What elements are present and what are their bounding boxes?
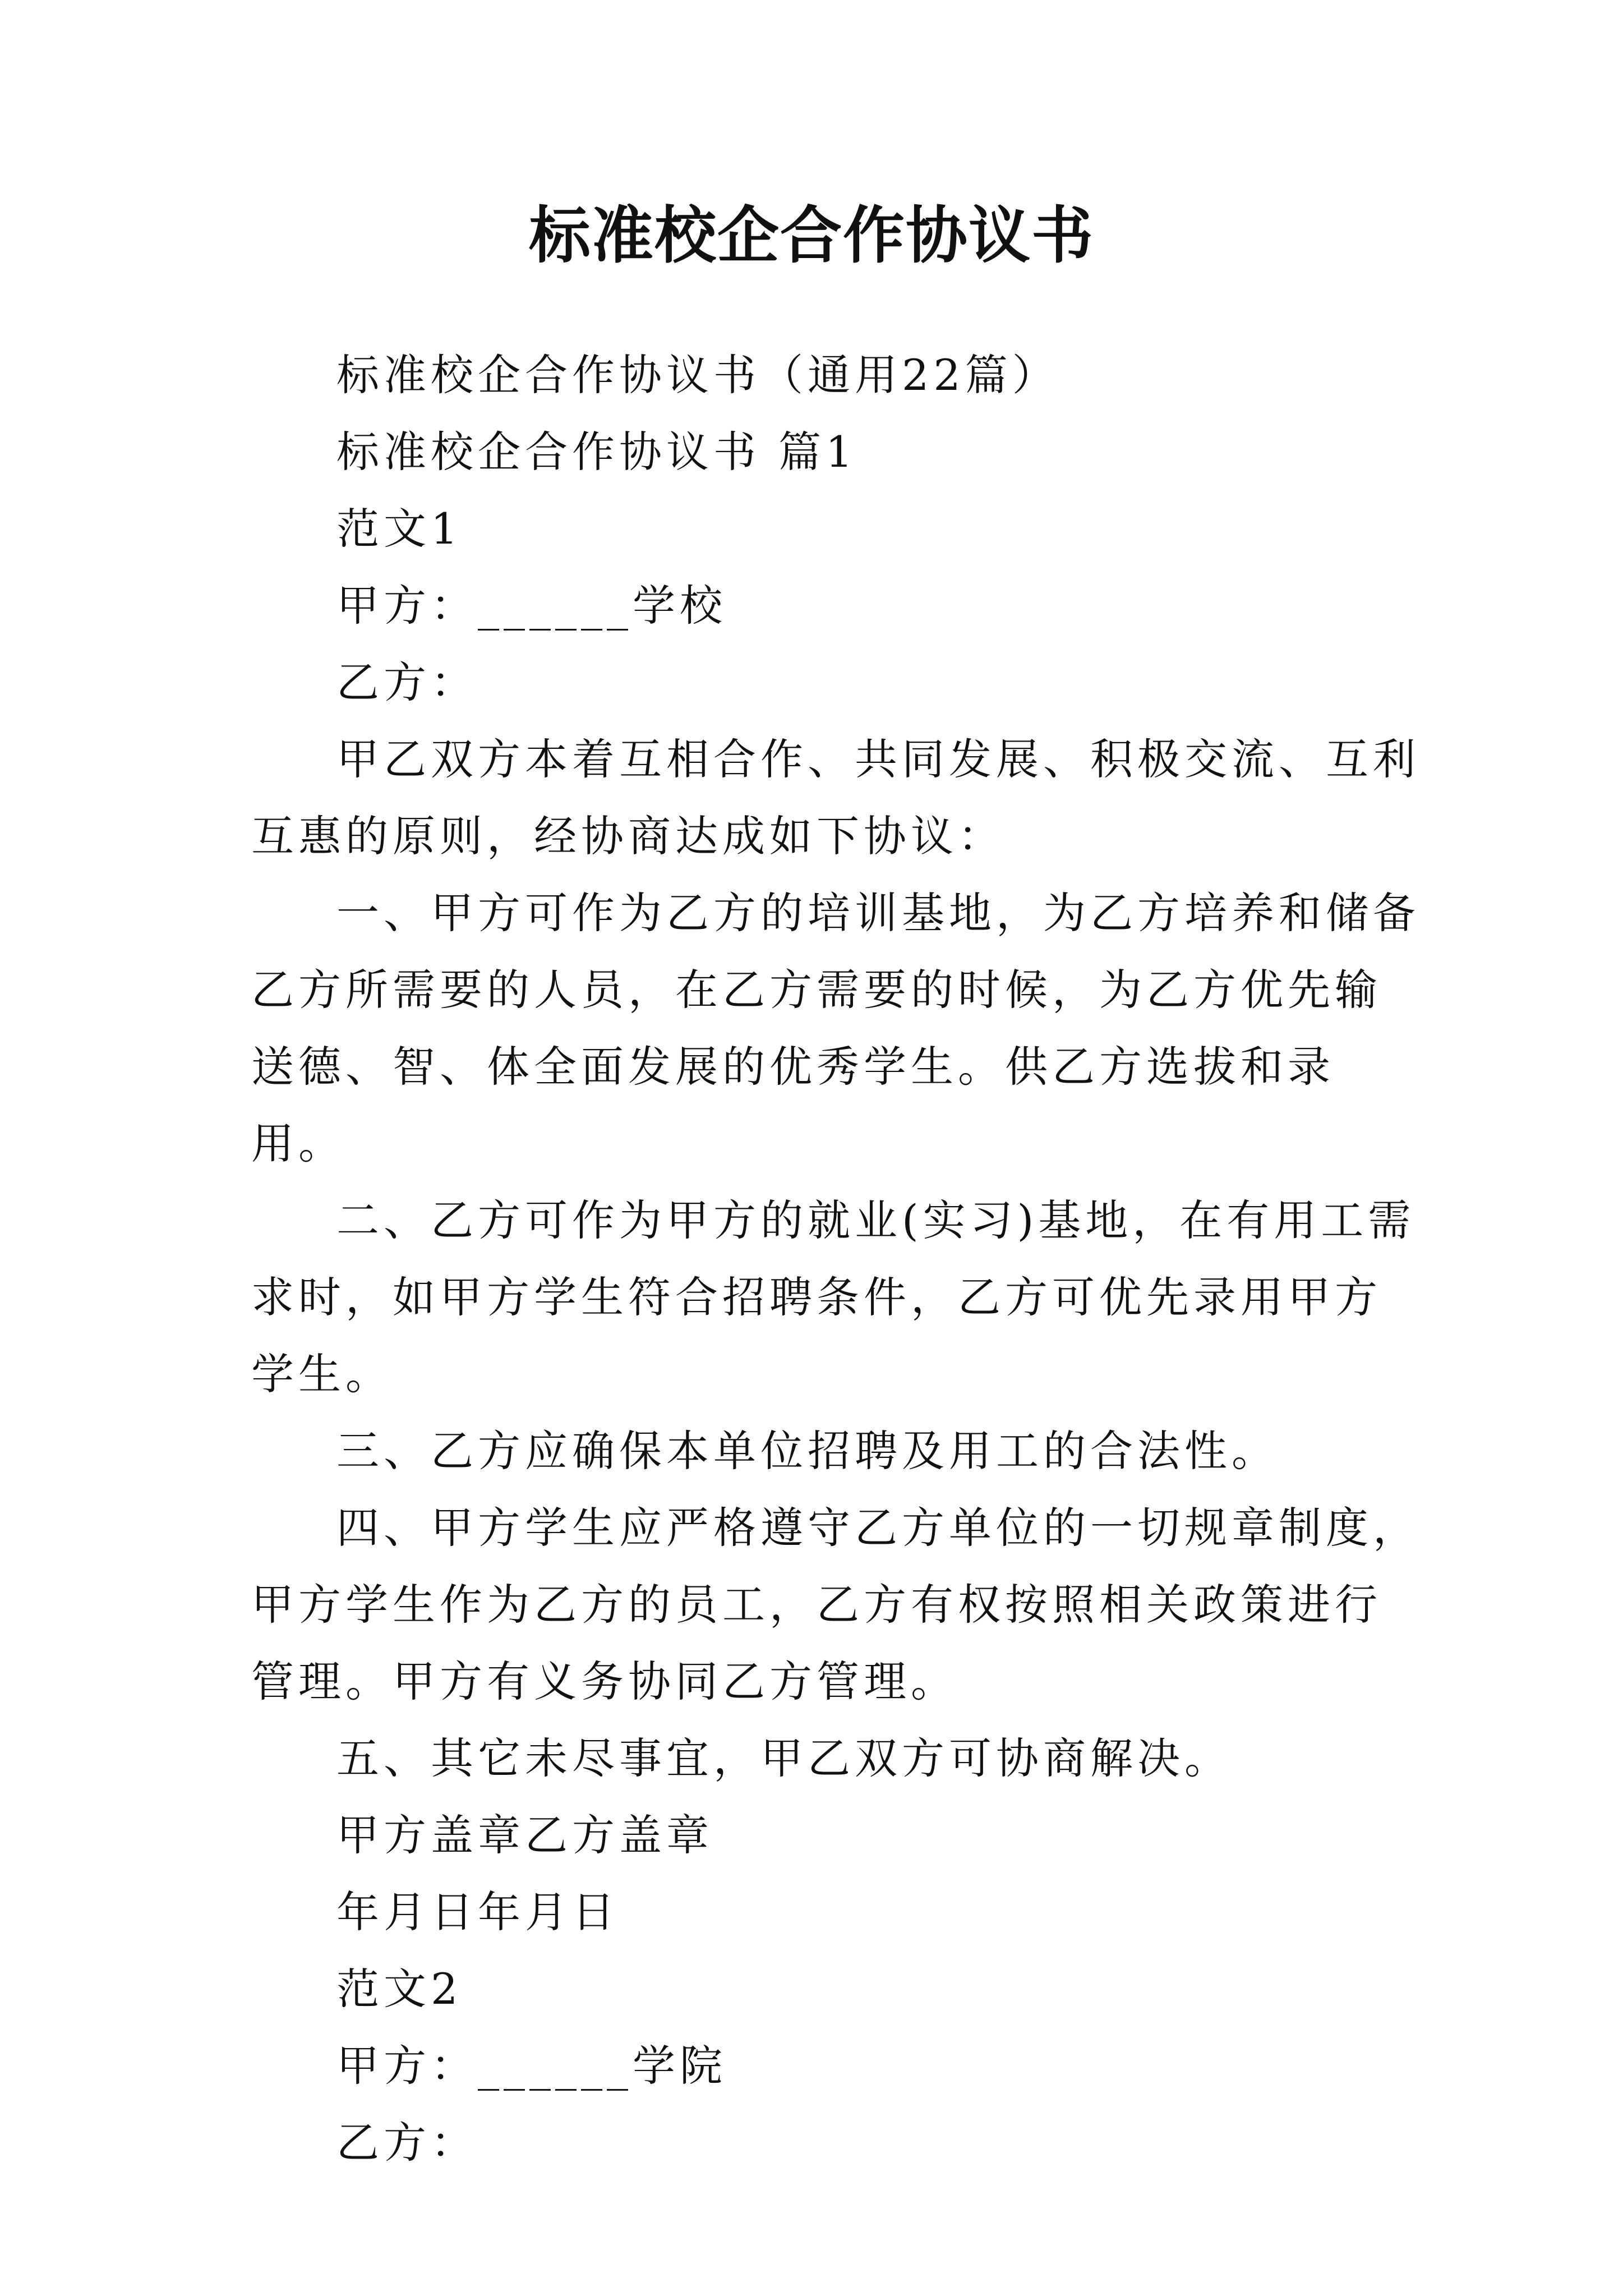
party-b-line: 乙方：: [336, 657, 478, 707]
clause-1: 一、甲方可作为乙方的培训基地，为乙方培养和储备乙方所需要的人员，在乙方需要的时候，为乙方优先输送德、智、体全面发展的优秀学生。供乙方选拔和录用。: [251, 888, 1420, 1168]
party-a-line: 甲方：______学校: [336, 581, 727, 631]
seal-line: 甲方盖章乙方盖章: [336, 1810, 713, 1860]
document-title: 标准校企合作协议书: [529, 199, 1094, 272]
sample-2-label: 范文2: [336, 1964, 463, 2014]
party-a-line-2: 甲方：______学院: [336, 2041, 727, 2091]
date-line: 年月日年月日: [336, 1887, 619, 1937]
document-body: [251, 337, 1424, 2181]
sample-1-label: 范文1: [336, 504, 463, 554]
clause-5: 五、其它未尽事宜，甲乙双方可协商解决。: [336, 1733, 1232, 1783]
clause-3: 三、乙方应确保本单位招聘及用工的合法性。: [336, 1426, 1279, 1476]
doc-heading-part-1: 标准校企合作协议书 篇1: [336, 427, 857, 477]
party-b-line-2: 乙方：: [336, 2118, 478, 2168]
clause-4: 四、甲方学生应严格遵守乙方单位的一切规章制度，甲方学生作为乙方的员工，乙方有权按照相关政策进行管理。甲方有义务协同乙方管理。: [251, 1503, 1420, 1706]
intro-paragraph: 甲乙双方本着互相合作、共同发展、积极交流、互利互惠的原则，经协商达成如下协议：: [251, 734, 1420, 861]
clause-2: 二、乙方可作为甲方的就业(实习)基地，在有用工需求时，如甲方学生符合招聘条件，乙方可优先录用甲方学生。: [251, 1195, 1415, 1399]
doc-heading-collection: 标准校企合作协议书（通用22篇）: [336, 350, 1059, 400]
